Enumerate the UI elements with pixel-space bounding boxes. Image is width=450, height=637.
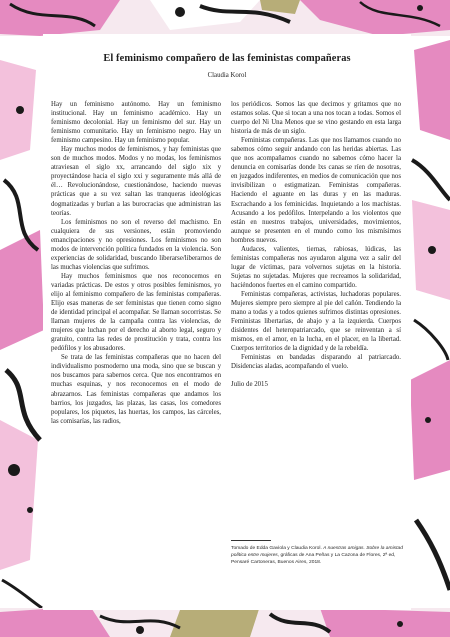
source-credit	[231, 545, 403, 566]
paragraph: Feministas en bandadas disparando al patriarcado. Disidencias aladas, acompañando el vuelo.	[231, 354, 401, 371]
bottom-collage-strip	[0, 606, 450, 637]
paragraph: Hay muchos modos de feminismos, y hay feministas que son de muchos modos. Modos y no modas, los feminismos atraviesan el siglo xx, arrancando del siglo xix y proyectándose hacia el siglo xxi y seguramente más allá de él… Revolucionándose, cuestionándose, haciendo nuevas prácticas que a su vez saltan las tranqueras ideológicas dogmatizadas y burlan a las burocracias que administran las teorías.	[51, 146, 221, 217]
article-date: Julio de 2015	[231, 381, 268, 389]
page-sheet	[43, 34, 411, 610]
credit-divider	[231, 540, 271, 541]
paragraph: Audaces, valientes, tiernas, rabiosas, lúdicas, las feministas compañeras nos ayudaron alguna vez a salir del lugar de víctimas, para volvernos sujetas en la historia. Sujetas no sujetadas. Mujeres que recreamos la solidaridad, haciéndonos fuertes en el camino compartido.	[231, 245, 401, 289]
paragraph: los periódicos. Somos las que decimos y gritamos que no estamos solas. Que si tocan a una nos tocan a todas. Somos el cuerpo del Ni Una Menos que se vino gestando en esta larga historia de más de un siglo.	[231, 101, 401, 136]
text-column-left	[51, 100, 221, 426]
paragraph: Se trata de las feministas compañeras que no hacen del individualismo posmoderno una moda, sino que se buscan y nos buscamos para sabernos cerca. Que nos encontramos en muchas esquinas, y nos reconocemos en el modo de abrazarnos. Las feministas compañeras que andamos los barrios, los juzgados, las plazas, las casas, los comedores populares, los piquetes, las huertas, los campos, las cárceles, las comisarías, las radios,	[51, 354, 221, 425]
paragraph: Hay un feminismo autónomo. Hay un feminismo institucional. Hay un feminismo académico. Hay un feminismo decolonial. Hay un feminismo del sur. Hay un feminismo comunitario. Hay un feminismo negro. Hay un feminismo campesino. Hay un feminismo popular.	[51, 101, 221, 145]
credit-prefix: Tomado de Edda Gaviola y Claudia Korol.	[231, 546, 324, 551]
left-collage-strip	[0, 36, 44, 610]
paragraph: Los feminismos no son el reverso del machismo. En cualquiera de sus versiones, están promoviendo emancipaciones y no opresiones. Los feminismos no son modos de intervención política fundados en la violencia. Son experiencias de solidaridad, buscando liberarse/liberarnos de las muchas violencias que sufrimos.	[51, 218, 221, 271]
paragraph: Feministas compañeras. Las que nos llamamos cuando no sabemos cómo seguir andando con las heridas abiertas. Las que nos acompañamos cuando no sabemos cómo hacer la denuncia en comisarías donde lxs canas se ríen de nosotras, en juzgados indiferentes, en medios de comunicación que nos invisibilizan o estigmatizan. Feministas compañeras. Haciendo el aguante en las duras y en las maduras. Escrachando a los feminicidas. Inquietando a los machistas. Acusando a los pedófilos. Interpelando a los violentos que están en nuestros trabajos, universidades, movimientos, aunque se presenten en el mundo como los mismísimos hombres nuevos.	[231, 137, 401, 244]
article-author: Claudia Korol	[207, 72, 247, 79]
credit-suffix: , gráficas de Ana Peñas y La Cazona de Flores, 2ª ed, Pensaré Cartoneras, Buenos Aires, 2018.	[231, 553, 396, 565]
top-collage-strip	[0, 0, 450, 36]
right-collage-strip	[410, 36, 450, 610]
paragraph: Feministas compañeras, activistas, luchadoras populares. Mujeres siempre pero siempre al pie del cañón. Tendiendo la mano a todas y a todos quienes sufrimos distintas opresiones. Feministas libertarias, de abajo y a la izquierda. Cuerpos disidentes del heteropatriarcado, que se reinventan a sí mismos, en el amor, en la lucha, en el placer, en la libertad. Cuerpos territorios de la dignidad y de la rebeldía.	[231, 290, 401, 353]
text-column-right	[231, 100, 401, 389]
article-title: El feminismo compañero de las feministas compañeras	[103, 53, 351, 64]
credit-book-title: A nuestras amigas. Sobre la amistad política entre mujeres	[231, 546, 403, 558]
paragraph: Hay muchos feminismos que nos reconocemos en variadas prácticas. De estos y otros posibles feminismos, yo elijo al feminismo compañero de las feministas compañeras. Elijo esas maneras de ser feministas que tienen como signo de identidad principal el acompañar. Se llaman socorristas. Se llaman mujeres de la campaña contra las violencias, de mujeres que luchan por el derecho al aborto legal, seguro y gratuito, contra las redes de prostitución y trata, contra los pedófilos y los abusadores.	[51, 272, 221, 353]
